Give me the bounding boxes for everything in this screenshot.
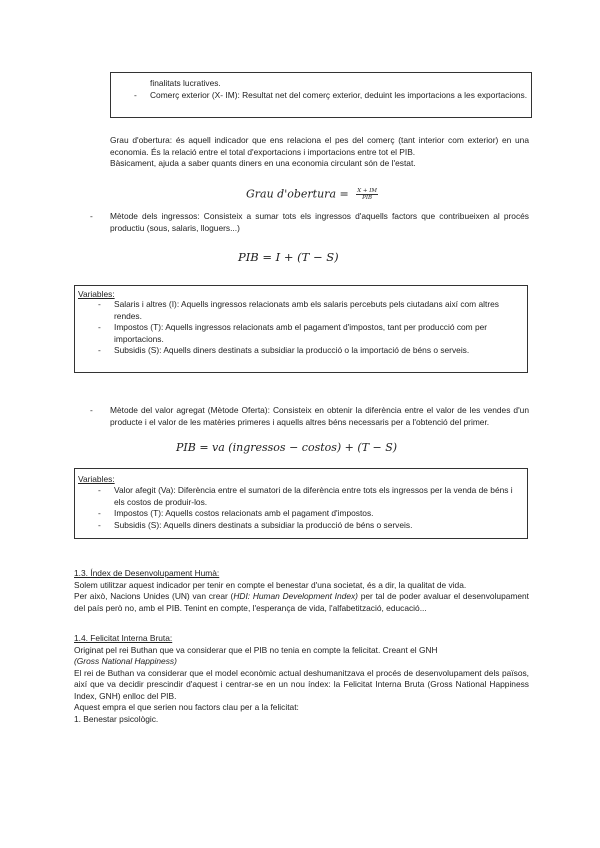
value-added-method-text: Mètode del valor agregat (Mètode Oferta): Consisteix en obtenir la diferència entre el valor de les vendes d'un producte i el valor de les matèries primeres i aquells altres béns necessaris per a l'obtenció del primer. — [110, 405, 529, 427]
gnh-section — [74, 633, 529, 725]
income-components-box — [110, 72, 532, 118]
income-method-item — [90, 211, 529, 234]
gnh-paragraph-3: Aquest empra el que serien nou factors clau per a la felicitat: — [74, 702, 299, 712]
openness-formula — [246, 188, 378, 201]
list-item — [94, 345, 514, 357]
variable-subsidies: Subsidis (S): Aquells diners destinats a subsidiar la producció de béns o serveis. — [114, 519, 413, 530]
variables-title: Variables: — [78, 474, 115, 484]
list-item — [130, 90, 543, 102]
box-continuation-text: finalitats lucratives. — [150, 78, 221, 88]
list-item — [94, 322, 514, 345]
dash-bullet: - — [98, 508, 101, 518]
dash-bullet: - — [98, 299, 101, 309]
dash-bullet: - — [90, 211, 93, 221]
formula-lhs: Grau d'obertura = — [246, 187, 349, 201]
gnh-paragraph-4: 1. Benestar psicològic. — [74, 713, 159, 724]
value-added-formula: PIB = va (ingressos − costos) + (T − S) — [176, 441, 398, 454]
foreign-trade-text: Comerç exterior (X- IM): Resultat net del comerç exterior, deduint les importacions a les exportacions. — [150, 90, 528, 100]
gnh-paragraph-1: Originat pel rei Buthan que va considerar que el PIB no tenia en compte la felicitat. Creant el GNH — [74, 644, 438, 655]
dash-bullet: - — [90, 405, 93, 415]
list-item — [94, 485, 517, 508]
list-item — [94, 508, 517, 520]
income-method-text: Mètode dels ingressos: Consisteix a sumar tots els ingressos d'aquells factors que contribueixen al procés productiu (sous, salaris, lloguers...) — [110, 211, 529, 233]
gnh-paragraph-2: El rei de Buthan va considerar que el model econòmic actual deshumanitzava el procés de desenvolupament dels països, així que va decidir prescindir d'aquest i centrar-se en un nou índex: la Felicitat Interna Bruta (Gross National Happiness Index, GNH) enlloc del PIB. — [74, 667, 529, 701]
formula-fraction — [356, 188, 378, 201]
hdi-paragraph-1: Solem utilitzar aquest indicador per tenir en compte el benestar d'una societat, és a dir, la qualitat de vida. — [74, 579, 467, 590]
hdi-text-a: Per això, Nacions Unides (UN) van crear ( — [74, 591, 234, 601]
variable-value-added: Valor afegit (Va): Diferència entre el sumatori de la diferència entre tots els ingressos per la venda de béns i els costos de produir-los. — [114, 485, 513, 507]
value-added-method-item — [90, 405, 529, 428]
hdi-paragraph-2 — [74, 591, 529, 614]
dash-bullet: - — [98, 485, 101, 495]
fraction-denominator: PIB — [362, 195, 373, 201]
variables-box-value-added — [74, 468, 528, 539]
section-heading-hdi: 1.3. Índex de Desenvolupament Humà: — [74, 568, 220, 578]
variable-taxes: Impostos (T): Aquells costos relacionats amb el pagament d'impostos. — [114, 508, 374, 518]
fraction-numerator: X + IM — [357, 188, 378, 194]
variable-salaries: Salaris i altres (I): Aquells ingressos relacionats amb els salaris percebuts pels ciutadans així com altres rendes. — [114, 299, 499, 321]
openness-note: Bàsicament, ajuda a saber quants diners en una economia circulant són de l'estat. — [110, 158, 416, 168]
hdi-section — [74, 568, 529, 614]
dash-bullet: - — [134, 90, 137, 100]
dash-bullet: - — [98, 322, 101, 332]
hdi-emphasis: HDI: Human Development Index) — [233, 591, 358, 601]
gnh-emphasis-text: (Gross National Happiness) — [74, 656, 177, 666]
variables-box-income — [74, 285, 528, 373]
dash-bullet: - — [98, 519, 101, 530]
hdi-text-b: per tal de poder avaluar el desenvolupament del país però no, amb el PIB. Tenint en compte, l'esperança de vida, l'alfabetització, educació... — [74, 591, 529, 613]
variables-list — [94, 299, 514, 357]
list-item — [94, 520, 517, 532]
dash-bullet: - — [98, 345, 101, 355]
openness-definition: Grau d'obertura: és aquell indicador que ens relaciona el pes del comerç (tant interior com exterior) en una economia. És la relació entre el total d'exportacions i importacions entre tot el PIB. — [110, 135, 529, 157]
section-heading-gnh: 1.4. Felicitat Interna Bruta: — [74, 633, 173, 643]
variables-list — [94, 485, 517, 531]
income-formula: PIB = I + (T − S) — [238, 250, 339, 264]
variable-subsidies: Subsidis (S): Aquells diners destinats a subsidiar la producció o la importació de béns o serveis. — [114, 345, 470, 355]
gnh-emphasis — [74, 656, 529, 668]
list-item — [94, 299, 514, 322]
variable-taxes: Impostos (T): Aquells ingressos relacionats amb el pagament d'impostos, tant per producció com per importacions. — [114, 322, 488, 344]
openness-paragraph — [110, 135, 529, 170]
variables-title: Variables: — [78, 289, 115, 299]
